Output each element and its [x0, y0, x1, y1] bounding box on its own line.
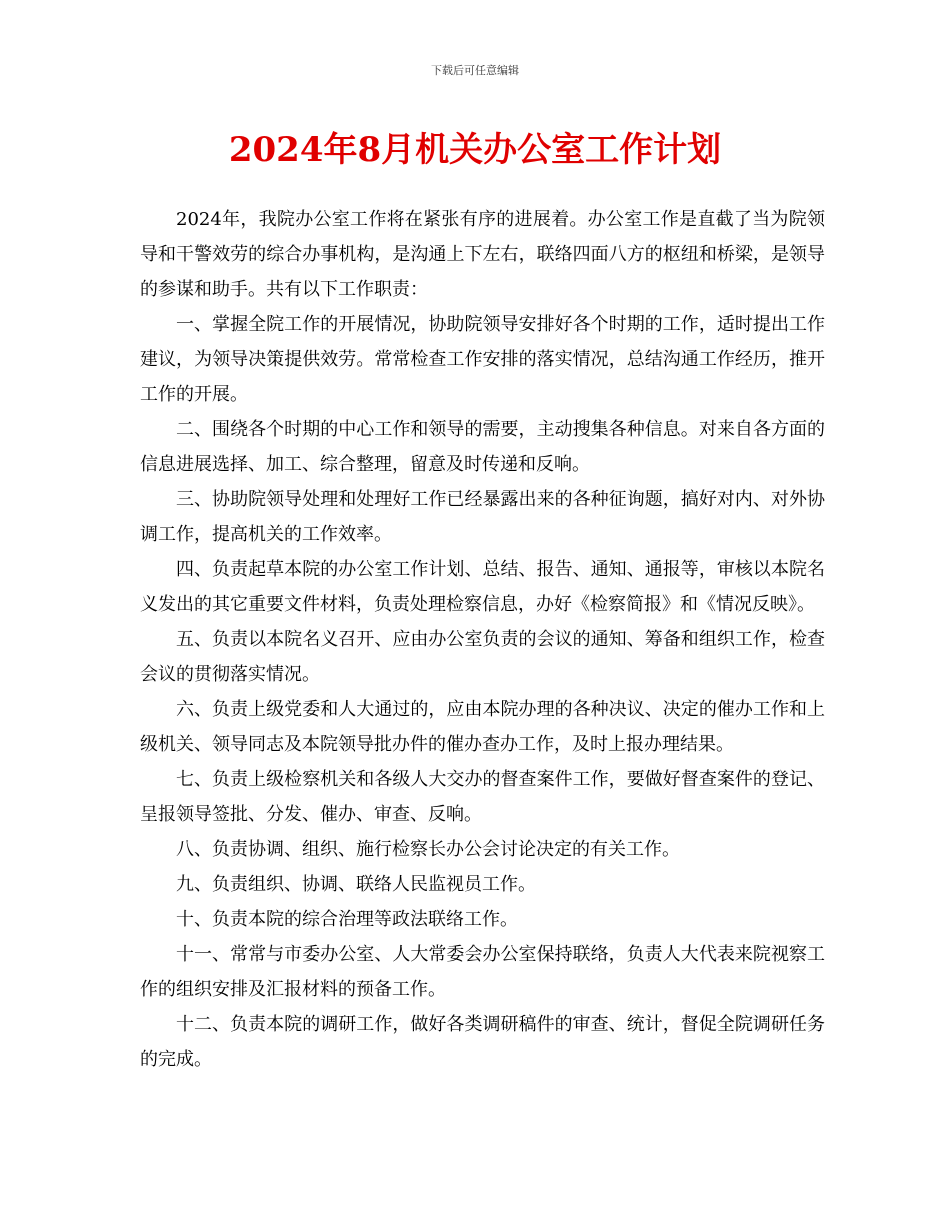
duty-item-8: 八、负责协调、组织、施行检察长办公会讨论决定的有关工作。: [176, 839, 680, 860]
duty-item-5: 五、负责以本院名义召开、应由办公室负责的会议的通知、筹备和组织工作，检查会议的贯彻落实情况。: [140, 629, 825, 685]
duty-item-7: 七、负责上级检察机关和各级人大交办的督查案件工作，要做好督查案件的登记、呈报领导签批、分发、催办、审查、反响。: [140, 769, 825, 825]
document-body: [140, 202, 825, 1077]
duty-item-1: 一、掌握全院工作的开展情况，协助院领导安排好各个时期的工作，适时提出工作建议，为领导决策提供效劳。常常检查工作安排的落实情况，总结沟通工作经历，推开工作的开展。: [140, 314, 825, 405]
duty-item-2: 二、围绕各个时期的中心工作和领导的需要，主动搜集各种信息。对来自各方面的信息进展选择、加工、综合整理，留意及时传递和反响。: [140, 419, 825, 475]
intro-paragraph: 2024年，我院办公室工作将在紧张有序的进展着。办公室工作是直截了当为院领导和干警效劳的综合办事机构，是沟通上下左右，联络四面八方的枢纽和桥梁，是领导的参谋和助手。共有以下工作职责：: [140, 209, 825, 300]
duty-item-10: 十、负责本院的综合治理等政法联络工作。: [176, 909, 518, 930]
duty-item-9: 九、负责组织、协调、联络人民监视员工作。: [176, 874, 536, 895]
duty-item-3: 三、协助院领导处理和处理好工作已经暴露出来的各种征询题，搞好对内、对外协调工作，提高机关的工作效率。: [140, 489, 825, 545]
duty-item-12: 十二、负责本院的调研工作，做好各类调研稿件的审查、统计，督促全院调研任务的完成。: [140, 1014, 825, 1070]
page-header-note: 下载后可任意编辑: [431, 64, 519, 77]
duty-item-4: 四、负责起草本院的办公室工作计划、总结、报告、通知、通报等，审核以本院名义发出的其它重要文件材料，负责处理检察信息，办好《检察简报》和《情况反映》。: [140, 559, 825, 615]
duty-item-11: 十一、常常与市委办公室、人大常委会办公室保持联络，负责人大代表来院视察工作的组织安排及汇报材料的预备工作。: [140, 944, 825, 1000]
duty-item-6: 六、负责上级党委和人大通过的，应由本院办理的各种决议、决定的催办工作和上级机关、领导同志及本院领导批办件的催办查办工作，及时上报办理结果。: [140, 699, 825, 755]
document-title: 2024年8月机关办公室工作计划: [228, 130, 722, 170]
